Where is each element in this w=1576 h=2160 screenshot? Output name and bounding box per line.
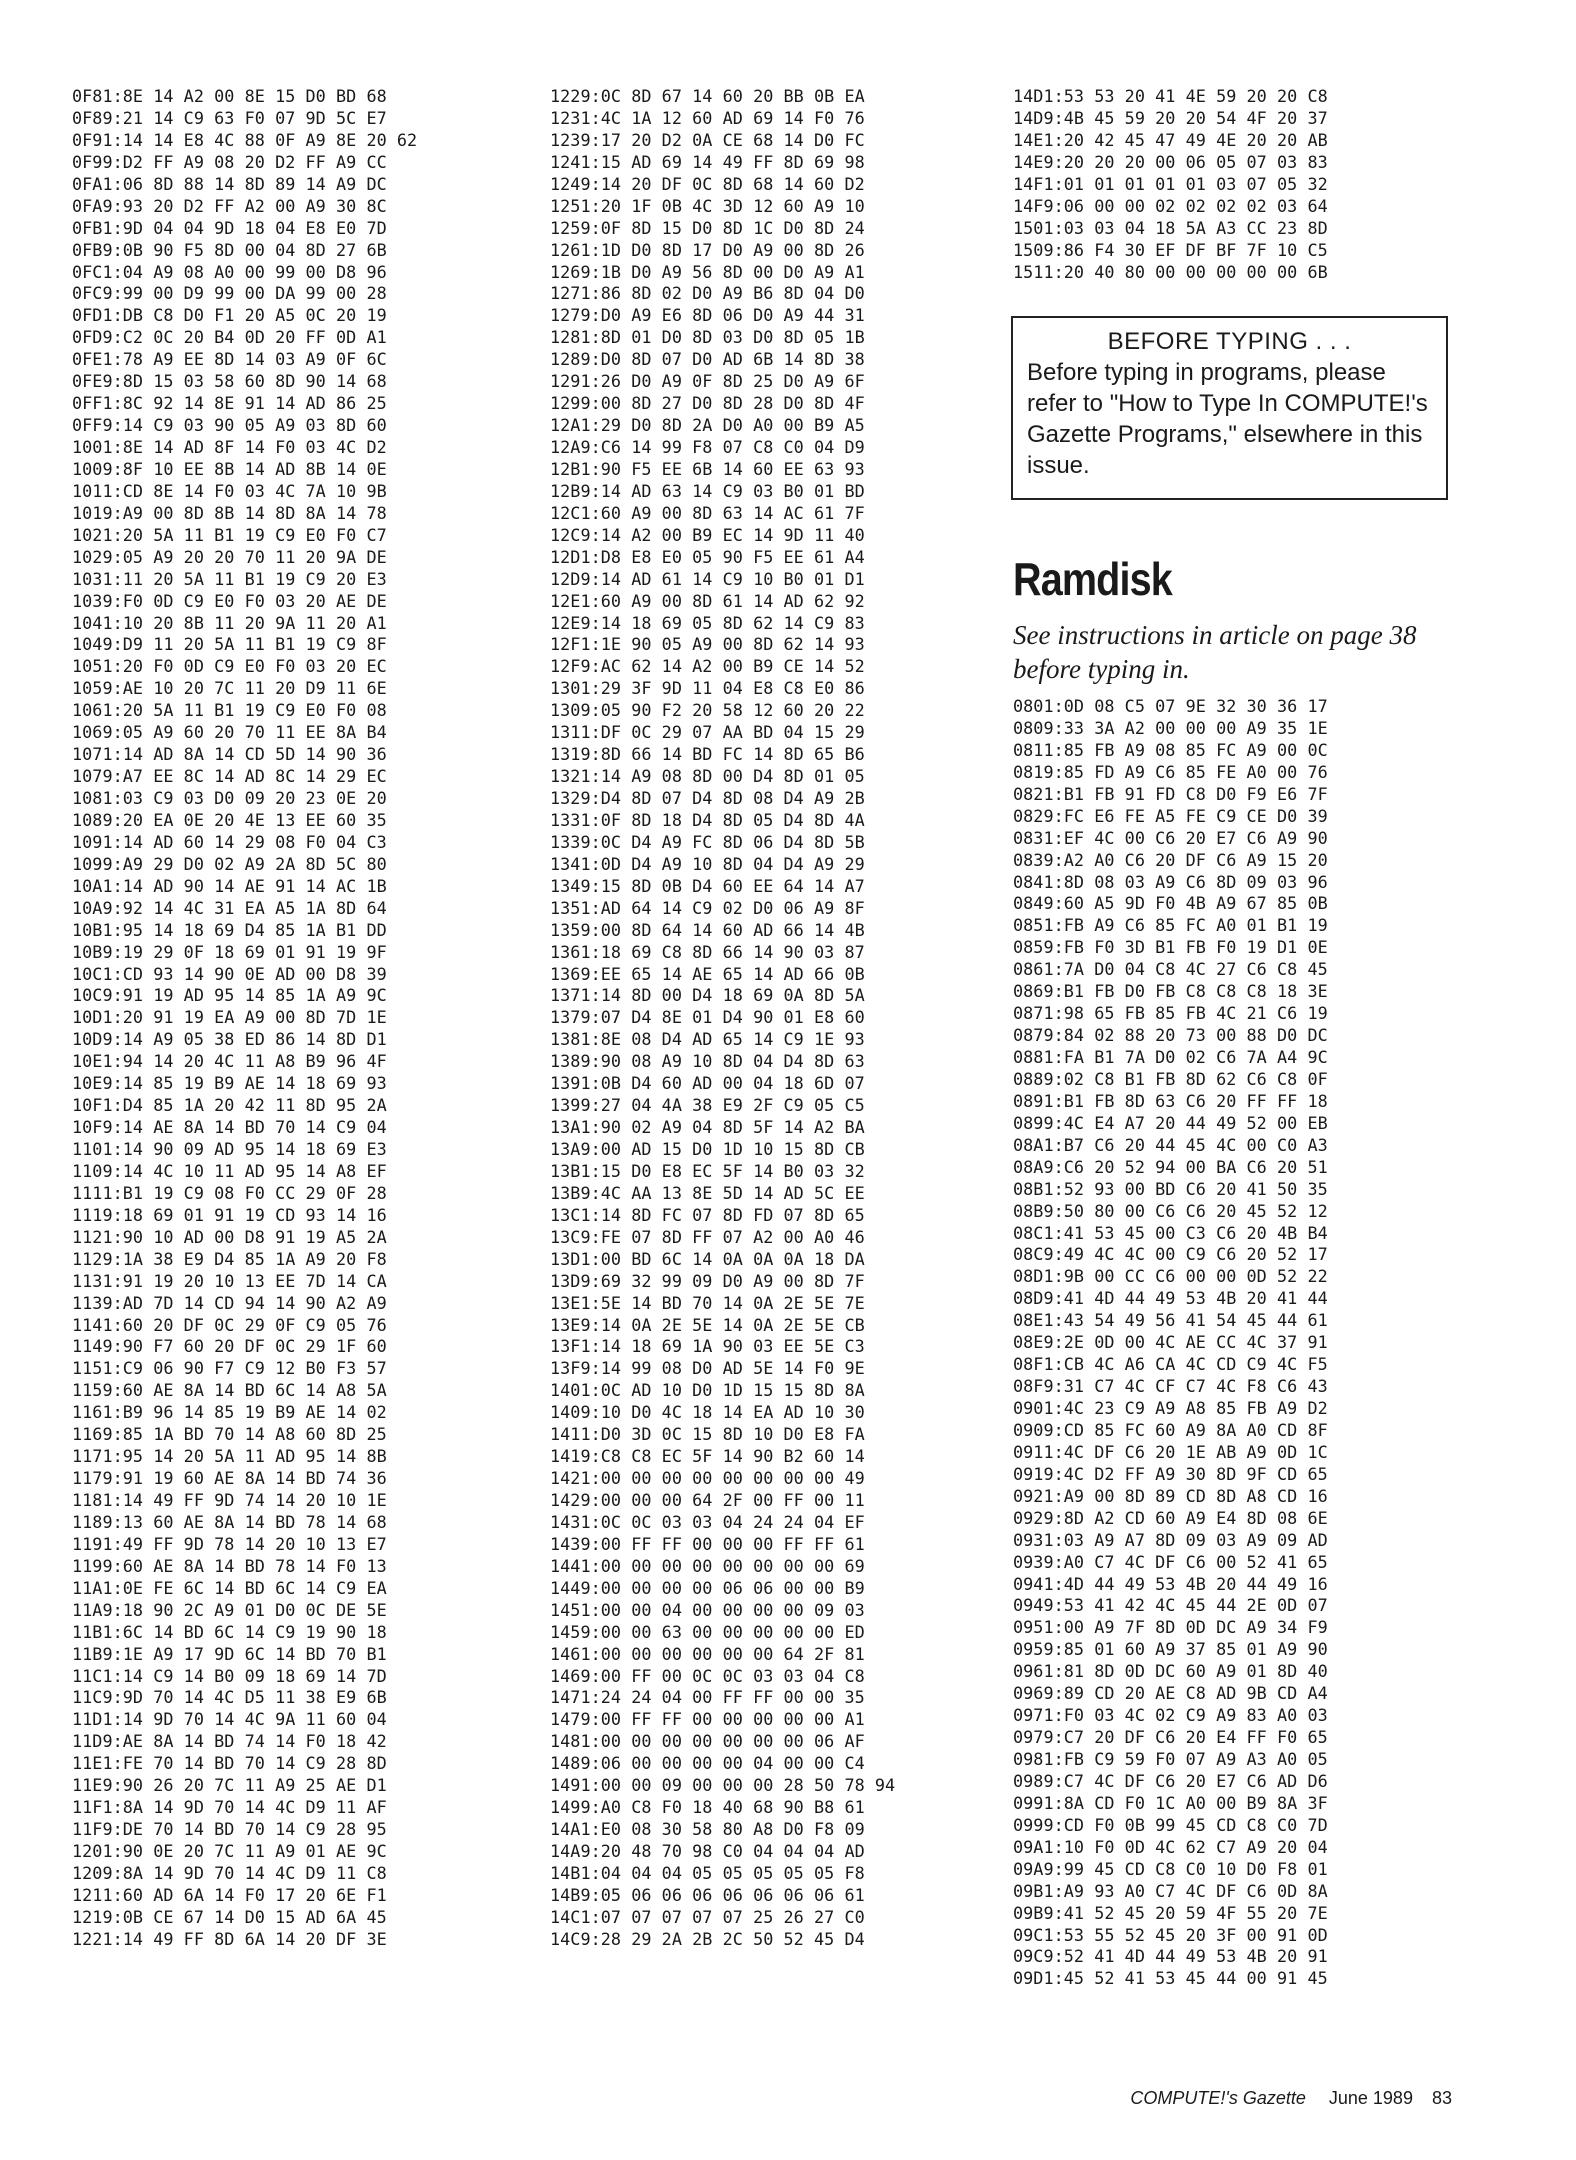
listing-line: 14F1:01 01 01 01 01 03 07 05 32: [1013, 173, 1328, 194]
listing-line: 1149:90 F7 60 20 DF 0C 29 1F 60: [72, 1336, 387, 1357]
listing-line: 0841:8D 08 03 A9 C6 8D 09 03 96: [1013, 871, 1328, 892]
listing-line: 14E1:20 42 45 47 49 4E 20 20 AB: [1013, 129, 1328, 150]
listing-line: 08E1:43 54 49 56 41 54 45 44 61: [1013, 1310, 1328, 1331]
listing-line: 13C1:14 8D FC 07 8D FD 07 8D 65: [550, 1204, 865, 1225]
listing-line: 1139:AD 7D 14 CD 94 14 90 A2 A9: [72, 1292, 387, 1313]
listing-line: 08E9:2E 0D 00 4C AE CC 4C 37 91: [1013, 1332, 1328, 1353]
listing-line: 1419:C8 C8 EC 5F 14 90 B2 60 14: [550, 1446, 865, 1467]
listing-line: 1069:05 A9 60 20 70 11 EE 8A B4: [72, 722, 387, 743]
listing-line: 0859:FB F0 3D B1 FB F0 19 D1 0E: [1013, 937, 1328, 958]
listing-line: 0FA9:93 20 D2 FF A2 00 A9 30 8C: [72, 195, 387, 216]
listing-line: 1319:8D 66 14 BD FC 14 8D 65 B6: [550, 744, 865, 765]
listing-line: 12D9:14 AD 61 14 C9 10 B0 01 D1: [550, 568, 865, 589]
listing-line: 0839:A2 A0 C6 20 DF C6 A9 15 20: [1013, 849, 1328, 870]
listing-line: 0FA1:06 8D 88 14 8D 89 14 A9 DC: [72, 173, 387, 194]
listing-line: 1121:90 10 AD 00 D8 91 19 A5 2A: [72, 1226, 387, 1247]
listing-line: 1181:14 49 FF 9D 74 14 20 10 1E: [72, 1490, 387, 1510]
listing-line: 13A1:90 02 A9 04 8D 5F 14 A2 BA: [550, 1117, 865, 1138]
listing-line: 12C9:14 A2 00 B9 EC 14 9D 11 40: [550, 524, 865, 545]
listing-line: 0821:B1 FB 91 FD C8 D0 F9 E6 7F: [1013, 783, 1328, 804]
listing-line: 0941:4D 44 49 53 4B 20 44 49 16: [1013, 1573, 1328, 1594]
listing-line: 0921:A9 00 8D 89 CD 8D A8 CD 16: [1013, 1485, 1328, 1506]
listing-line: 0951:00 A9 7F 8D 0D DC A9 34 F9: [1013, 1617, 1328, 1638]
listing-line: 1019:A9 00 8D 8B 14 8D 8A 14 78: [72, 502, 387, 523]
listing-line: 1071:14 AD 8A 14 CD 5D 14 90 36: [72, 744, 387, 765]
listing-line: 1041:10 20 8B 11 20 9A 11 20 A1: [72, 612, 387, 633]
listing-line: 0F89:21 14 C9 63 F0 07 9D 5C E7: [72, 107, 387, 128]
listing-line: 1261:1D D0 8D 17 D0 A9 00 8D 26: [550, 239, 865, 260]
listing-line: 0939:A0 C7 4C DF C6 00 52 41 65: [1013, 1551, 1328, 1572]
listing-line: 1439:00 FF FF 00 00 00 FF FF 61: [550, 1533, 865, 1554]
listing-line: 11E9:90 26 20 7C 11 A9 25 AE D1: [72, 1775, 387, 1796]
listing-line: 13D9:69 32 99 09 D0 A9 00 8D 7F: [550, 1270, 865, 1291]
listing-line: 1471:24 24 04 00 FF FF 00 00 35: [550, 1687, 865, 1708]
listing-line: 1101:14 90 09 AD 95 14 18 69 E3: [72, 1139, 387, 1159]
listing-line: 14C9:28 29 2A 2B 2C 50 52 45 D4: [550, 1928, 865, 1949]
listing-line: 13A9:00 AD 15 D0 1D 10 15 8D CB: [550, 1139, 865, 1159]
listing-line: 0961:81 8D 0D DC 60 A9 01 8D 40: [1013, 1661, 1328, 1682]
listing-line: 1459:00 00 63 00 00 00 00 00 ED: [550, 1621, 865, 1642]
listing-line: 1161:B9 96 14 85 19 B9 AE 14 02: [72, 1402, 387, 1423]
listing-line: 0809:33 3A A2 00 00 00 A9 35 1E: [1013, 717, 1328, 738]
listing-line: 1211:60 AD 6A 14 F0 17 20 6E F1: [72, 1884, 387, 1905]
listing-line: 0881:FA B1 7A D0 02 C6 7A A4 9C: [1013, 1047, 1328, 1067]
listing-line: 1191:49 FF 9D 78 14 20 10 13 E7: [72, 1533, 387, 1554]
listing-line: 1001:8E 14 AD 8F 14 F0 03 4C D2: [72, 437, 387, 457]
listing-line: 10B1:95 14 18 69 D4 85 1A B1 DD: [72, 919, 387, 940]
listing-line: 0999:CD F0 0B 99 45 CD C8 C0 7D: [1013, 1814, 1328, 1835]
listing-line: 0899:4C E4 A7 20 44 49 52 00 EB: [1013, 1112, 1328, 1133]
listing-line: 1379:07 D4 8E 01 D4 90 01 E8 60: [550, 1007, 865, 1028]
listing-line: 1091:14 AD 60 14 29 08 F0 04 C3: [72, 831, 387, 852]
listing-line: 0869:B1 FB D0 FB C8 C8 C8 18 3E: [1013, 981, 1328, 1002]
listing-line: 0949:53 41 42 4C 45 44 2E 0D 07: [1013, 1595, 1328, 1616]
listing-line: 08F1:CB 4C A6 CA 4C CD C9 4C F5: [1013, 1354, 1328, 1375]
listing-line: 1179:91 19 60 AE 8A 14 BD 74 36: [72, 1468, 387, 1489]
listing-line: 1429:00 00 00 64 2F 00 FF 00 11: [550, 1490, 865, 1510]
listing-line: 1501:03 03 04 18 5A A3 CC 23 8D: [1013, 217, 1328, 238]
listing-line: 0991:8A CD F0 1C A0 00 B9 8A 3F: [1013, 1792, 1328, 1813]
listing-line: 0FB9:0B 90 F5 8D 00 04 8D 27 6B: [72, 239, 387, 260]
listing-line: 13E1:5E 14 BD 70 14 0A 2E 5E 7E: [550, 1292, 865, 1313]
listing-line: 0959:85 01 60 A9 37 85 01 A9 90: [1013, 1639, 1328, 1660]
listing-line: 13F9:14 99 08 D0 AD 5E 14 F0 9E: [550, 1358, 865, 1379]
listing-line: 1329:D4 8D 07 D4 8D 08 D4 A9 2B: [550, 788, 865, 808]
listing-line: 1399:27 04 4A 38 E9 2F C9 05 C5: [550, 1095, 865, 1116]
listing-line: 10A9:92 14 4C 31 EA A5 1A 8D 64: [72, 897, 387, 918]
listing-line: 12B9:14 AD 63 14 C9 03 B0 01 BD: [550, 480, 865, 501]
listing-line: 1229:0C 8D 67 14 60 20 BB 0B EA: [550, 86, 865, 106]
listing-line: 1341:0D D4 A9 10 8D 04 D4 A9 29: [550, 853, 865, 874]
listing-line: 1339:0C D4 A9 FC 8D 06 D4 8D 5B: [550, 831, 865, 852]
listing-line: 0889:02 C8 B1 FB 8D 62 C6 C8 0F: [1013, 1068, 1328, 1089]
listing-line: 08D1:9B 00 CC C6 00 00 0D 52 22: [1013, 1266, 1328, 1287]
ramdisk-title: Ramdisk: [1013, 553, 1172, 605]
listing-line: 14D9:4B 45 59 20 20 54 4F 20 37: [1013, 107, 1328, 128]
listing-line: 1021:20 5A 11 B1 19 C9 E0 F0 C7: [72, 524, 387, 545]
listing-line: 10E9:14 85 19 B9 AE 14 18 69 93: [72, 1073, 387, 1094]
footer-page-number: 83: [1431, 2088, 1452, 2108]
listing-line: 1389:90 08 A9 10 8D 04 D4 8D 63: [550, 1051, 865, 1072]
listing-line: 1189:13 60 AE 8A 14 BD 78 14 68: [72, 1511, 387, 1532]
listing-line: 1079:A7 EE 8C 14 AD 8C 14 29 EC: [72, 766, 387, 787]
listing-column-3: [1013, 86, 1328, 283]
listing-line: 0811:85 FB A9 08 85 FC A9 00 0C: [1013, 739, 1328, 760]
listing-line: 14E9:20 20 20 00 06 05 07 03 83: [1013, 151, 1328, 172]
listing-column-2: [550, 86, 895, 1951]
listing-line: 12E1:60 A9 00 8D 61 14 AD 62 92: [550, 590, 865, 611]
listing-line: 1331:0F 8D 18 D4 8D 05 D4 8D 4A: [550, 809, 865, 830]
listing-line: 1169:85 1A BD 70 14 A8 60 8D 25: [72, 1424, 387, 1445]
listing-line: 1411:D0 3D 0C 15 8D 10 D0 E8 FA: [550, 1424, 865, 1445]
listing-line: 1451:00 00 04 00 00 00 00 09 03: [550, 1599, 865, 1620]
listing-line: 1289:D0 8D 07 D0 AD 6B 14 8D 38: [550, 349, 865, 370]
listing-line: 10F9:14 AE 8A 14 BD 70 14 C9 04: [72, 1117, 387, 1138]
listing-line: 1361:18 69 C8 8D 66 14 90 03 87: [550, 941, 865, 962]
listing-line: 0929:8D A2 CD 60 A9 E4 8D 08 6E: [1013, 1507, 1328, 1528]
listing-line: 1291:26 D0 A9 0F 8D 25 D0 A9 6F: [550, 371, 865, 392]
listing-line: 0FE9:8D 15 03 58 60 8D 90 14 68: [72, 371, 387, 392]
listing-line: 13C9:FE 07 8D FF 07 A2 00 A0 46: [550, 1226, 865, 1247]
listing-line: 10E1:94 14 20 4C 11 A8 B9 96 4F: [72, 1051, 387, 1072]
listing-line: 0FD1:DB C8 D0 F1 20 A5 0C 20 19: [72, 305, 387, 326]
listing-line: 10A1:14 AD 90 14 AE 91 14 AC 1B: [72, 875, 387, 896]
listing-line: 0849:60 A5 9D F0 4B A9 67 85 0B: [1013, 893, 1328, 914]
listing-line: 0F81:8E 14 A2 00 8E 15 D0 BD 68: [72, 86, 387, 106]
notice-body: Before typing in programs, please refer to "How to Type In COMPUTE!'s Gazette Programs," elsewhere in this issue.: [1027, 359, 1428, 479]
listing-line: 14B1:04 04 04 05 05 05 05 05 F8: [550, 1862, 865, 1883]
listing-line: 1051:20 F0 0D C9 E0 F0 03 20 EC: [72, 656, 387, 677]
listing-line: 1209:8A 14 9D 70 14 4C D9 11 C8: [72, 1862, 387, 1883]
listing-line: 1081:03 C9 03 D0 09 20 23 0E 20: [72, 788, 387, 808]
listing-line: 0F99:D2 FF A9 08 20 D2 FF A9 CC: [72, 151, 387, 172]
listing-line: 1159:60 AE 8A 14 BD 6C 14 A8 5A: [72, 1380, 387, 1401]
ramdisk-listing: [1013, 696, 1328, 1990]
listing-line: 1349:15 8D 0B D4 60 EE 64 14 A7: [550, 875, 865, 896]
listing-line: 08A9:C6 20 52 94 00 BA C6 20 51: [1013, 1156, 1328, 1177]
listing-line: 1321:14 A9 08 8D 00 D4 8D 01 05: [550, 766, 865, 787]
listing-line: 1259:0F 8D 15 D0 8D 1C D0 8D 24: [550, 217, 865, 238]
listing-line: 08F9:31 C7 4C CF C7 4C F8 C6 43: [1013, 1376, 1328, 1397]
listing-line: 1271:86 8D 02 D0 A9 B6 8D 04 D0: [550, 283, 865, 304]
listing-line: 0971:F0 03 4C 02 C9 A9 83 A0 03: [1013, 1705, 1328, 1726]
listing-line: 12D1:D8 E8 E0 05 90 F5 EE 61 A4: [550, 546, 865, 567]
listing-line: 10F1:D4 85 1A 20 42 11 8D 95 2A: [72, 1095, 387, 1116]
listing-line: 11A1:0E FE 6C 14 BD 6C 14 C9 EA: [72, 1577, 387, 1598]
listing-line: 1219:0B CE 67 14 D0 15 AD 6A 45: [72, 1906, 387, 1927]
listing-line: 12C1:60 A9 00 8D 63 14 AC 61 7F: [550, 502, 865, 523]
listing-line: 1009:8F 10 EE 8B 14 AD 8B 14 0E: [72, 458, 387, 479]
listing-line: 1251:20 1F 0B 4C 3D 12 60 A9 10: [550, 195, 865, 216]
listing-line: 1479:00 FF FF 00 00 00 00 00 A1: [550, 1709, 865, 1730]
listing-line: 1469:00 FF 00 0C 0C 03 03 04 C8: [550, 1665, 865, 1686]
listing-line: 14C1:07 07 07 07 07 25 26 27 C0: [550, 1906, 865, 1927]
listing-line: 13E9:14 0A 2E 5E 14 0A 2E 5E CB: [550, 1314, 865, 1335]
listing-line: 0831:EF 4C 00 C6 20 E7 C6 A9 90: [1013, 827, 1328, 848]
listing-line: 1151:C9 06 90 F7 C9 12 B0 F3 57: [72, 1358, 387, 1379]
listing-line: 10D1:20 91 19 EA A9 00 8D 7D 1E: [72, 1007, 387, 1028]
listing-line: 13F1:14 18 69 1A 90 03 EE 5E C3: [550, 1336, 865, 1357]
listing-line: 08A1:B7 C6 20 44 45 4C 00 C0 A3: [1013, 1134, 1328, 1155]
listing-line: 0871:98 65 FB 85 FB 4C 21 C6 19: [1013, 1003, 1328, 1024]
listing-line: 0931:03 A9 A7 8D 09 03 A9 09 AD: [1013, 1529, 1328, 1550]
listing-line: 11E1:FE 70 14 BD 70 14 C9 28 8D: [72, 1753, 387, 1774]
listing-line: 0FD9:C2 0C 20 B4 0D 20 FF 0D A1: [72, 327, 387, 348]
listing-line: 11D9:AE 8A 14 BD 74 14 F0 18 42: [72, 1731, 387, 1752]
listing-line: 08C9:49 4C 4C 00 C9 C6 20 52 17: [1013, 1244, 1328, 1265]
listing-line: 14F9:06 00 00 02 02 02 02 03 64: [1013, 195, 1328, 216]
listing-line: 1421:00 00 00 00 00 00 00 00 49: [550, 1468, 865, 1489]
listing-line: 1431:0C 0C 03 03 04 24 24 04 EF: [550, 1511, 865, 1532]
listing-line: 1509:86 F4 30 EF DF BF 7F 10 C5: [1013, 239, 1328, 260]
listing-line: 0819:85 FD A9 C6 85 FE A0 00 76: [1013, 761, 1328, 782]
listing-line: 1039:F0 0D C9 E0 F0 03 20 AE DE: [72, 590, 387, 611]
ramdisk-subtitle: See instructions in article on page 38 before typing in.: [1013, 620, 1417, 684]
listing-line: 1441:00 00 00 00 00 00 00 00 69: [550, 1555, 865, 1576]
listing-line: 09C9:52 41 4D 44 49 53 4B 20 91: [1013, 1946, 1328, 1967]
notice-heading: BEFORE TYPING . . .: [1107, 328, 1352, 355]
listing-line: 0FC9:99 00 D9 99 00 DA 99 00 28: [72, 283, 387, 304]
listing-line: 14A1:E0 08 30 58 80 A8 D0 F8 09: [550, 1819, 865, 1840]
listing-line: 1049:D9 11 20 5A 11 B1 19 C9 8F: [72, 634, 387, 655]
listing-line: 1061:20 5A 11 B1 19 C9 E0 F0 08: [72, 700, 387, 721]
listing-line: 1279:D0 A9 E6 8D 06 D0 A9 44 31: [550, 305, 865, 326]
listing-line: 09A1:10 F0 0D 4C 62 C7 A9 20 04: [1013, 1836, 1328, 1857]
listing-line: 1029:05 A9 20 20 70 11 20 9A DE: [72, 546, 387, 567]
listing-line: 10C1:CD 93 14 90 0E AD 00 D8 39: [72, 963, 387, 984]
listing-line: 1221:14 49 FF 8D 6A 14 20 DF 3E: [72, 1928, 387, 1949]
listing-line: 0FE1:78 A9 EE 8D 14 03 A9 0F 6C: [72, 349, 387, 370]
listing-line: 1239:17 20 D2 0A CE 68 14 D0 FC: [550, 129, 865, 150]
before-typing-notice: [1011, 316, 1448, 500]
listing-line: 1449:00 00 00 00 06 06 00 00 B9: [550, 1577, 865, 1598]
listing-line: 11C1:14 C9 14 B0 09 18 69 14 7D: [72, 1665, 387, 1686]
listing-line: 10D9:14 A9 05 38 ED 86 14 8D D1: [72, 1029, 387, 1050]
listing-line: 09B9:41 52 45 20 59 4F 55 20 7E: [1013, 1902, 1328, 1923]
listing-line: 0979:C7 20 DF C6 20 E4 FF F0 65: [1013, 1727, 1328, 1748]
listing-line: 1381:8E 08 D4 AD 65 14 C9 1E 93: [550, 1029, 865, 1050]
listing-line: 1089:20 EA 0E 20 4E 13 EE 60 35: [72, 809, 387, 830]
listing-line: 1351:AD 64 14 C9 02 D0 06 A9 8F: [550, 897, 865, 918]
listing-line: 1491:00 00 09 00 00 00 28 50 78 94: [550, 1775, 896, 1796]
listing-line: 1401:0C AD 10 D0 1D 15 15 8D 8A: [550, 1380, 865, 1401]
listing-line: 0911:4C DF C6 20 1E AB A9 0D 1C: [1013, 1441, 1328, 1462]
listing-line: 0989:C7 4C DF C6 20 E7 C6 AD D6: [1013, 1770, 1328, 1791]
listing-line: 0909:CD 85 FC 60 A9 8A A0 CD 8F: [1013, 1419, 1328, 1440]
listing-line: 1199:60 AE 8A 14 BD 78 14 F0 13: [72, 1555, 387, 1576]
listing-line: 0891:B1 FB 8D 63 C6 20 FF FF 18: [1013, 1090, 1328, 1111]
listing-line: 14D1:53 53 20 41 4E 59 20 20 C8: [1013, 86, 1328, 106]
listing-line: 1281:8D 01 D0 8D 03 D0 8D 05 1B: [550, 327, 865, 348]
listing-line: 0FB1:9D 04 04 9D 18 04 E8 E0 7D: [72, 217, 387, 238]
listing-line: 1241:15 AD 69 14 49 FF 8D 69 98: [550, 151, 865, 172]
listing-line: 1059:AE 10 20 7C 11 20 D9 11 6E: [72, 678, 387, 699]
listing-line: 11F1:8A 14 9D 70 14 4C D9 11 AF: [72, 1797, 387, 1818]
listing-line: 0981:FB C9 59 F0 07 A9 A3 A0 05: [1013, 1749, 1328, 1769]
listing-line: 14A9:20 48 70 98 C0 04 04 04 AD: [550, 1841, 865, 1861]
page-footer: [1130, 2088, 1452, 2109]
listing-line: 10C9:91 19 AD 95 14 85 1A A9 9C: [72, 985, 387, 1006]
listing-line: 09D1:45 52 41 53 45 44 00 91 45: [1013, 1968, 1328, 1989]
listing-line: 1481:00 00 00 00 00 00 00 06 AF: [550, 1731, 865, 1752]
listing-line: 1231:4C 1A 12 60 AD 69 14 F0 76: [550, 107, 865, 128]
listing-line: 12F9:AC 62 14 A2 00 B9 CE 14 52: [550, 656, 865, 677]
listing-line: 1109:14 4C 10 11 AD 95 14 A8 EF: [72, 1160, 387, 1181]
listing-line: 12B1:90 F5 EE 6B 14 60 EE 63 93: [550, 458, 865, 479]
listing-line: 1371:14 8D 00 D4 18 69 0A 8D 5A: [550, 985, 865, 1006]
listing-line: 0861:7A D0 04 C8 4C 27 C6 C8 45: [1013, 959, 1328, 980]
listing-line: 0879:84 02 88 20 73 00 88 D0 DC: [1013, 1025, 1328, 1046]
listing-line: 0901:4C 23 C9 A9 A8 85 FB A9 D2: [1013, 1398, 1328, 1418]
listing-line: 1249:14 20 DF 0C 8D 68 14 60 D2: [550, 173, 865, 194]
listing-line: 1201:90 0E 20 7C 11 A9 01 AE 9C: [72, 1841, 387, 1861]
listing-line: 0829:FC E6 FE A5 FE C9 CE D0 39: [1013, 805, 1328, 826]
listing-line: 0FC1:04 A9 08 A0 00 99 00 D8 96: [72, 261, 387, 282]
listing-line: 0F91:14 14 E8 4C 88 0F A9 8E 20 62: [72, 129, 418, 150]
listing-column-1: [72, 86, 417, 1951]
listing-line: 1309:05 90 F2 20 58 12 60 20 22: [550, 700, 865, 721]
listing-line: 12F1:1E 90 05 A9 00 8D 62 14 93: [550, 634, 865, 655]
listing-line: 14B9:05 06 06 06 06 06 06 06 61: [550, 1884, 865, 1905]
listing-line: 08C1:41 53 45 00 C3 C6 20 4B B4: [1013, 1222, 1328, 1243]
listing-line: 12A9:C6 14 99 F8 07 C8 C0 04 D9: [550, 437, 865, 457]
listing-line: 1129:1A 38 E9 D4 85 1A A9 20 F8: [72, 1248, 387, 1269]
listing-line: 10B9:19 29 0F 18 69 01 91 19 9F: [72, 941, 387, 962]
listing-line: 13B1:15 D0 E8 EC 5F 14 B0 03 32: [550, 1160, 865, 1181]
listing-line: 11A9:18 90 2C A9 01 D0 0C DE 5E: [72, 1599, 387, 1620]
listing-line: 1119:18 69 01 91 19 CD 93 14 16: [72, 1204, 387, 1225]
listing-line: 1369:EE 65 14 AE 65 14 AD 66 0B: [550, 963, 865, 984]
listing-line: 08B1:52 93 00 BD C6 20 41 50 35: [1013, 1178, 1328, 1199]
listing-line: 0FF9:14 C9 03 90 05 A9 03 8D 60: [72, 415, 387, 436]
listing-line: 0851:FB A9 C6 85 FC A0 01 B1 19: [1013, 915, 1328, 936]
listing-line: 1461:00 00 00 00 00 00 64 2F 81: [550, 1643, 865, 1664]
listing-line: 1141:60 20 DF 0C 29 0F C9 05 76: [72, 1314, 387, 1335]
listing-line: 1111:B1 19 C9 08 F0 CC 29 0F 28: [72, 1182, 387, 1203]
listing-line: 1299:00 8D 27 D0 8D 28 D0 8D 4F: [550, 393, 865, 414]
listing-line: 12E9:14 18 69 05 8D 62 14 C9 83: [550, 612, 865, 633]
listing-line: 1171:95 14 20 5A 11 AD 95 14 8B: [72, 1446, 387, 1467]
listing-line: 13B9:4C AA 13 8E 5D 14 AD 5C EE: [550, 1182, 865, 1203]
listing-line: 09C1:53 55 52 45 20 3F 00 91 0D: [1013, 1924, 1328, 1945]
listing-line: 1409:10 D0 4C 18 14 EA AD 10 30: [550, 1402, 865, 1423]
listing-line: 1489:06 00 00 00 00 04 00 00 C4: [550, 1753, 865, 1774]
listing-line: 0919:4C D2 FF A9 30 8D 9F CD 65: [1013, 1463, 1328, 1484]
listing-line: 1311:DF 0C 29 07 AA BD 04 15 29: [550, 722, 865, 743]
listing-line: 08D9:41 4D 44 49 53 4B 20 41 44: [1013, 1288, 1328, 1309]
listing-line: 1391:0B D4 60 AD 00 04 18 6D 07: [550, 1073, 865, 1094]
footer-magazine: COMPUTE!'s Gazette: [1130, 2088, 1306, 2108]
listing-line: 1359:00 8D 64 14 60 AD 66 14 4B: [550, 919, 865, 940]
listing-line: 0969:89 CD 20 AE C8 AD 9B CD A4: [1013, 1683, 1328, 1704]
listing-line: 1031:11 20 5A 11 B1 19 C9 20 E3: [72, 568, 387, 589]
listing-line: 1511:20 40 80 00 00 00 00 00 6B: [1013, 261, 1328, 282]
listing-line: 11D1:14 9D 70 14 4C 9A 11 60 04: [72, 1709, 387, 1730]
listing-line: 0801:0D 08 C5 07 9E 32 30 36 17: [1013, 696, 1328, 716]
listing-line: 11C9:9D 70 14 4C D5 11 38 E9 6B: [72, 1687, 387, 1708]
listing-line: 0FF1:8C 92 14 8E 91 14 AD 86 25: [72, 393, 387, 414]
listing-line: 12A1:29 D0 8D 2A D0 A0 00 B9 A5: [550, 415, 865, 436]
footer-issue: June 1989: [1328, 2088, 1413, 2108]
listing-line: 1269:1B D0 A9 56 8D 00 D0 A9 A1: [550, 261, 865, 282]
listing-line: 1099:A9 29 D0 02 A9 2A 8D 5C 80: [72, 853, 387, 874]
listing-line: 09A9:99 45 CD C8 C0 10 D0 F8 01: [1013, 1858, 1328, 1879]
listing-line: 13D1:00 BD 6C 14 0A 0A 0A 18 DA: [550, 1248, 865, 1269]
listing-line: 11F9:DE 70 14 BD 70 14 C9 28 95: [72, 1819, 387, 1840]
listing-line: 11B1:6C 14 BD 6C 14 C9 19 90 18: [72, 1621, 387, 1642]
listing-line: 1301:29 3F 9D 11 04 E8 C8 E0 86: [550, 678, 865, 699]
listing-line: 1011:CD 8E 14 F0 03 4C 7A 10 9B: [72, 480, 387, 501]
listing-line: 09B1:A9 93 A0 C7 4C DF C6 0D 8A: [1013, 1880, 1328, 1901]
listing-line: 1499:A0 C8 F0 18 40 68 90 B8 61: [550, 1797, 865, 1818]
listing-line: 08B9:50 80 00 C6 C6 20 45 52 12: [1013, 1200, 1328, 1221]
listing-line: 11B9:1E A9 17 9D 6C 14 BD 70 B1: [72, 1643, 387, 1664]
listing-line: 1131:91 19 20 10 13 EE 7D 14 CA: [72, 1270, 387, 1291]
